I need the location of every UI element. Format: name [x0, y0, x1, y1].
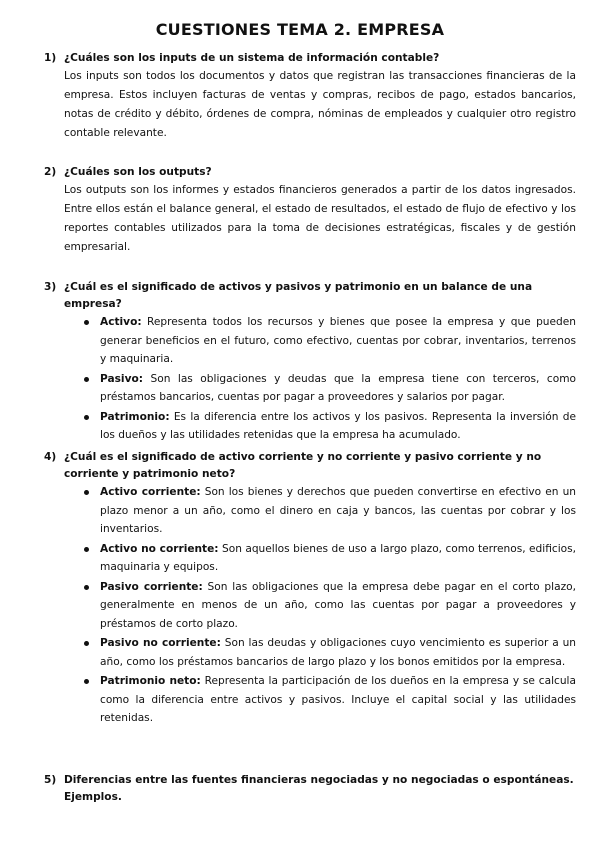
list-item [82, 313, 576, 369]
question-number: 1) [44, 52, 57, 64]
question-heading [44, 279, 576, 313]
bullet-icon [84, 377, 89, 382]
list-item [82, 540, 576, 577]
page-title: CUESTIONES TEMA 2. EMPRESA [155, 20, 445, 39]
answer-paragraph: Los outputs son los informes y estados financieros generados a partir de los datos ingresados. Entre ellos están el balance general, el estado de resultados, el estado de flujo de efectivo y los reportes contables utilizados para la toma de decisiones estratégicas, fiscales y de gestión empresarial. [64, 184, 576, 253]
list-item [82, 408, 576, 445]
question-3 [44, 279, 576, 446]
answer-paragraph: Los inputs son todos los documentos y datos que registran las transacciones financieras de la empresa. Estos incluyen facturas de ventas y compras, recibos de pago, estados bancarios, notas de crédito y débito, órdenes de compra, nóminas de empleados y cualquier otro registro contable relevante. [64, 70, 576, 139]
question-text: ¿Cuáles son los outputs? [64, 166, 212, 178]
answer-list [82, 483, 576, 728]
question-heading [44, 772, 576, 806]
bullet-icon [84, 679, 89, 684]
bullet-icon [84, 585, 89, 590]
term-description: Representa todos los recursos y bienes que posee la empresa y que pueden generar beneficios en el futuro, como efectivo, cuentas por cobrar, inventarios, terrenos y maquinaria. [100, 316, 576, 365]
term-description: Son aquellos bienes de uso a largo plazo, como terrenos, edificios, maquinaria y equipos. [100, 542, 577, 573]
term-label: Pasivo corriente: [100, 580, 203, 593]
bullet-icon [84, 415, 89, 420]
bullet-icon [84, 641, 89, 646]
question-number: 4) [44, 451, 57, 463]
question-heading [44, 50, 576, 67]
question-text: ¿Cuál es el significado de activo corriente y no corriente y pasivo corriente y no corriente y patrimonio neto? [64, 451, 542, 480]
question-5 [44, 772, 576, 806]
term-description: Son las deudas y obligaciones cuyo vencimiento es superior a un año, como los préstamos bancarios de largo plazo y los bonos emitidos por la empresa. [100, 637, 577, 668]
question-number: 5) [44, 774, 57, 786]
term-description: Representa la participación de los dueños en la empresa y se calcula como la diferencia entre activos y pasivos. Incluye el capital social y las utilidades retenidas. [100, 675, 576, 724]
bullet-icon [84, 547, 89, 552]
bullet-icon [84, 320, 89, 325]
list-item [82, 370, 576, 407]
term-label: Pasivo no corriente: [100, 637, 221, 649]
answer-list [82, 313, 576, 445]
term-description: Son las obligaciones y deudas que la empresa tiene con terceros, como préstamos bancarios, cuentas por pagar a proveedores y salarios por pagar. [100, 372, 576, 403]
term-label: Activo no corriente: [100, 542, 219, 555]
list-item [82, 578, 576, 634]
list-item [82, 634, 576, 671]
bullet-icon [84, 490, 89, 495]
term-description: Es la diferencia entre los activos y los pasivos. Representa la inversión de los dueños y las utilidades retenidas que la empresa ha acumulado. [100, 410, 576, 441]
term-description: Son las obligaciones que la empresa debe pagar en el corto plazo, generalmente en menos de un año, como las cuentas por pagar a proveedores y préstamos de corto plazo. [100, 580, 576, 630]
question-2 [44, 164, 576, 257]
question-text: ¿Cuáles son los inputs de un sistema de información contable? [64, 52, 440, 64]
term-label: Activo corriente: [100, 486, 201, 498]
term-description: Son los bienes y derechos que pueden convertirse en efectivo en un plazo menor a un año, como el dinero en caja y bancos, las cuentas por cobrar y los inventarios. [100, 486, 576, 535]
term-label: Activo: [100, 316, 142, 328]
list-item [82, 483, 576, 539]
question-1 [44, 50, 576, 143]
list-item [82, 672, 576, 728]
question-text: ¿Cuál es el significado de activos y pasivos y patrimonio en un balance de una empresa? [64, 281, 533, 310]
question-heading [44, 164, 576, 181]
term-label: Patrimonio neto: [100, 675, 201, 687]
question-text: Diferencias entre las fuentes financieras negociadas y no negociadas o espontáneas. Ejemplos. [64, 774, 574, 803]
question-heading [44, 449, 576, 483]
question-number: 2) [44, 166, 57, 178]
term-label: Pasivo: [100, 372, 143, 385]
term-label: Patrimonio: [100, 410, 170, 423]
question-4 [44, 449, 576, 729]
question-number: 3) [44, 281, 57, 293]
